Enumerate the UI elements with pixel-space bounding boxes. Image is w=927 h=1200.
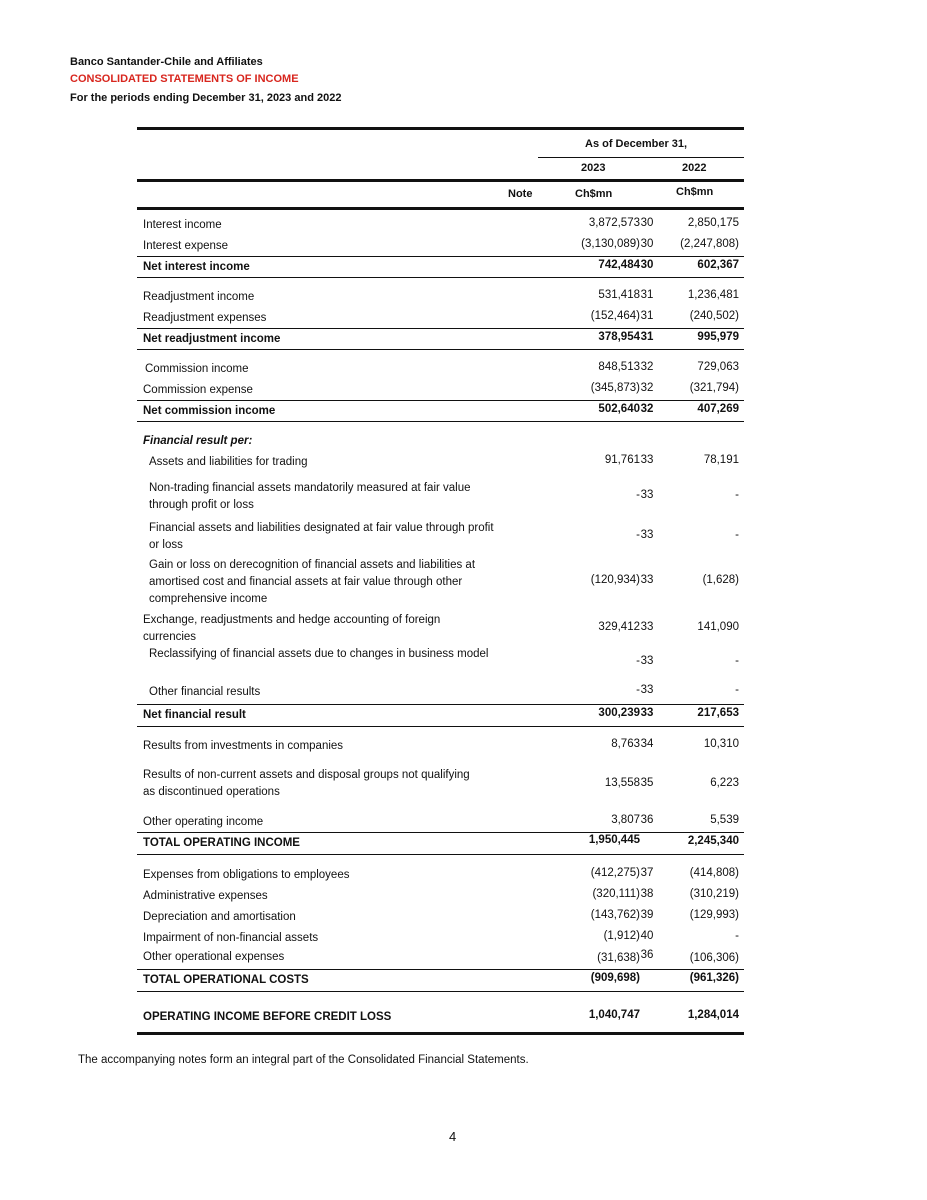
subtotal-rule (137, 421, 744, 422)
row-note: 32 (640, 403, 654, 415)
row-value-2023: (152,464) (590, 310, 640, 322)
row-value-2022: 1,284,014 (687, 1009, 739, 1021)
row-value-2022: (1,628) (702, 574, 739, 586)
row-note: 31 (640, 331, 654, 343)
row-value-2022: 78,191 (703, 454, 739, 466)
row-label: Assets and liabilities for trading (149, 456, 308, 468)
row-label: Results of non-current assets and disposal groups not qualifying as discontinued operations (143, 769, 470, 798)
header-bottom-rule (137, 207, 744, 210)
row-note: 33 (640, 655, 654, 667)
row-note: 39 (640, 909, 654, 921)
row-note: 32 (640, 361, 654, 373)
row-note: 31 (640, 310, 654, 322)
year-2022-heading: 2022 (682, 162, 707, 174)
row-note: 32 (640, 382, 654, 394)
row-value-2023: (3,130,089) (581, 238, 640, 250)
as-of-underline (538, 157, 744, 158)
row-value-2022: 141,090 (697, 621, 739, 633)
subtotal-rule (137, 969, 744, 970)
row-value-2023: 1,040,747 (588, 1009, 640, 1021)
row-value-2022: 729,063 (697, 361, 739, 373)
row-value-2023: (143,762) (590, 909, 640, 921)
row-value-2023: 378,954 (598, 331, 640, 343)
row-note: 33 (640, 489, 654, 501)
row-label: Results from investments in companies (143, 740, 344, 752)
row-value-2023: (120,934) (590, 574, 640, 586)
row-label: Financial assets and liabilities designated at fair value through profit or loss (149, 522, 494, 551)
note-column-heading: Note (508, 188, 533, 200)
row-label: Impairment of non-financial assets (143, 932, 319, 944)
row-value-2023: 1,950,445 (588, 834, 640, 846)
row-label: Interest expense (143, 240, 229, 252)
subtotal-rule (137, 328, 744, 329)
subtotal-rule (137, 854, 744, 855)
row-label: Reclassifying of financial assets due to changes in business model (149, 648, 489, 660)
header-rule (137, 179, 744, 182)
row-value-2022: (240,502) (689, 310, 739, 322)
page-number: 4 (449, 1129, 457, 1144)
row-value-2022: 217,653 (697, 707, 739, 719)
row-note: 30 (640, 217, 654, 229)
row-value-2023: - (636, 684, 640, 696)
subtotal-rule (137, 400, 744, 401)
row-value-2022: - (735, 655, 739, 667)
row-label: OPERATING INCOME BEFORE CREDIT LOSS (143, 1011, 392, 1023)
company-name: Banco Santander-Chile and Affiliates (70, 56, 263, 68)
row-value-2023: 91,761 (604, 454, 640, 466)
row-value-2023: 3,872,573 (588, 217, 640, 229)
row-note: 33 (640, 529, 654, 541)
row-note: 33 (640, 621, 654, 633)
period-subtitle: For the periods ending December 31, 2023 and 2022 (70, 92, 342, 104)
table-bottom-rule (137, 1032, 744, 1035)
row-value-2022: (129,993) (689, 909, 739, 921)
unit-2023-heading: Ch$mn (575, 188, 613, 200)
row-value-2023: (909,698) (590, 972, 640, 984)
subtotal-rule (137, 704, 744, 705)
row-value-2023: (320,111) (592, 888, 640, 900)
row-value-2022: (310,219) (689, 888, 739, 900)
unit-2022-heading: Ch$mn (676, 186, 714, 198)
row-note: 34 (640, 738, 654, 750)
row-value-2022: 6,223 (710, 777, 739, 789)
row-value-2022: 602,367 (697, 259, 739, 271)
row-value-2022: 995,979 (697, 331, 739, 343)
subtotal-rule (137, 277, 744, 278)
row-label: Non-trading financial assets mandatorily measured at fair value through profit or loss (149, 482, 471, 511)
row-value-2022: - (735, 684, 739, 696)
row-value-2022: - (735, 489, 739, 501)
row-value-2023: - (636, 529, 640, 541)
row-note: 30 (640, 259, 654, 271)
row-value-2022: - (735, 529, 739, 541)
subtotal-rule (137, 256, 744, 257)
row-value-2023: 531,418 (598, 289, 640, 301)
row-note: 30 (640, 238, 654, 250)
row-value-2023: - (636, 489, 640, 501)
row-label: Exchange, readjustments and hedge accounting of foreign currencies (143, 614, 441, 643)
row-note: 36 (640, 949, 654, 961)
subtotal-rule (137, 349, 744, 350)
row-label: Administrative expenses (143, 890, 268, 902)
row-label: Expenses from obligations to employees (143, 869, 350, 881)
year-2023-heading: 2023 (581, 162, 606, 174)
row-label: Net readjustment income (143, 333, 281, 345)
row-value-2022: (321,794) (689, 382, 739, 394)
row-value-2023: (31,638) (597, 952, 640, 964)
row-note: 33 (640, 707, 654, 719)
table-top-rule (137, 127, 744, 130)
row-note: 35 (640, 777, 654, 789)
row-value-2022: (2,247,808) (680, 238, 739, 250)
row-value-2023: 329,412 (598, 621, 640, 633)
row-label: TOTAL OPERATIONAL COSTS (143, 974, 309, 986)
row-value-2023: 300,239 (598, 707, 640, 719)
row-note: 31 (640, 289, 654, 301)
row-value-2023: 848,513 (598, 361, 640, 373)
row-value-2023: - (636, 655, 640, 667)
row-label: Readjustment income (143, 291, 255, 303)
section-heading: Financial result per: (143, 435, 253, 447)
row-value-2023: (345,873) (590, 382, 640, 394)
row-note: 33 (640, 684, 654, 696)
row-value-2022: (961,326) (689, 972, 739, 984)
row-label: Commission expense (143, 384, 253, 396)
row-value-2022: 5,539 (710, 814, 739, 826)
row-label: Other operating income (143, 816, 264, 828)
row-label: Net interest income (143, 261, 250, 273)
row-value-2022: 2,850,175 (687, 217, 739, 229)
row-value-2023: 502,640 (598, 403, 640, 415)
row-note: 36 (640, 814, 654, 826)
row-label: Readjustment expenses (143, 312, 267, 324)
row-value-2022: - (735, 930, 739, 942)
row-value-2023: 3,807 (611, 814, 640, 826)
row-note: 38 (640, 888, 654, 900)
row-note: 40 (640, 930, 654, 942)
row-value-2022: (414,808) (689, 867, 739, 879)
subtotal-rule (137, 832, 744, 833)
row-value-2023: (412,275) (590, 867, 640, 879)
subtotal-rule (137, 991, 744, 992)
row-value-2022: (106,306) (689, 952, 739, 964)
subtotal-rule (137, 726, 744, 727)
row-label: Commission income (145, 363, 249, 375)
row-label: Other operational expenses (143, 951, 285, 963)
row-value-2022: 1,236,481 (687, 289, 739, 301)
row-label: Other financial results (149, 686, 261, 698)
row-note: 33 (640, 574, 654, 586)
row-value-2023: (1,912) (603, 930, 640, 942)
footer-note: The accompanying notes form an integral part of the Consolidated Financial Statements. (78, 1054, 529, 1066)
row-label: TOTAL OPERATING INCOME (143, 837, 300, 849)
row-value-2023: 742,484 (598, 259, 640, 271)
row-label: Gain or loss on derecognition of financial assets and liabilities at amortised cost and financial assets at fair value through other comprehensive income (149, 559, 476, 605)
row-value-2022: 10,310 (703, 738, 739, 750)
row-label: Net commission income (143, 405, 276, 417)
row-value-2023: 13,558 (604, 777, 640, 789)
row-value-2023: 8,763 (611, 738, 640, 750)
row-value-2022: 407,269 (697, 403, 739, 415)
row-note: 37 (640, 867, 654, 879)
as-of-heading: As of December 31, (585, 138, 688, 150)
row-note: 33 (640, 454, 654, 466)
statement-title: CONSOLIDATED STATEMENTS OF INCOME (70, 73, 299, 85)
row-value-2022: 2,245,340 (687, 835, 739, 847)
row-label: Depreciation and amortisation (143, 911, 296, 923)
row-label: Net financial result (143, 709, 246, 721)
row-label: Interest income (143, 219, 222, 231)
